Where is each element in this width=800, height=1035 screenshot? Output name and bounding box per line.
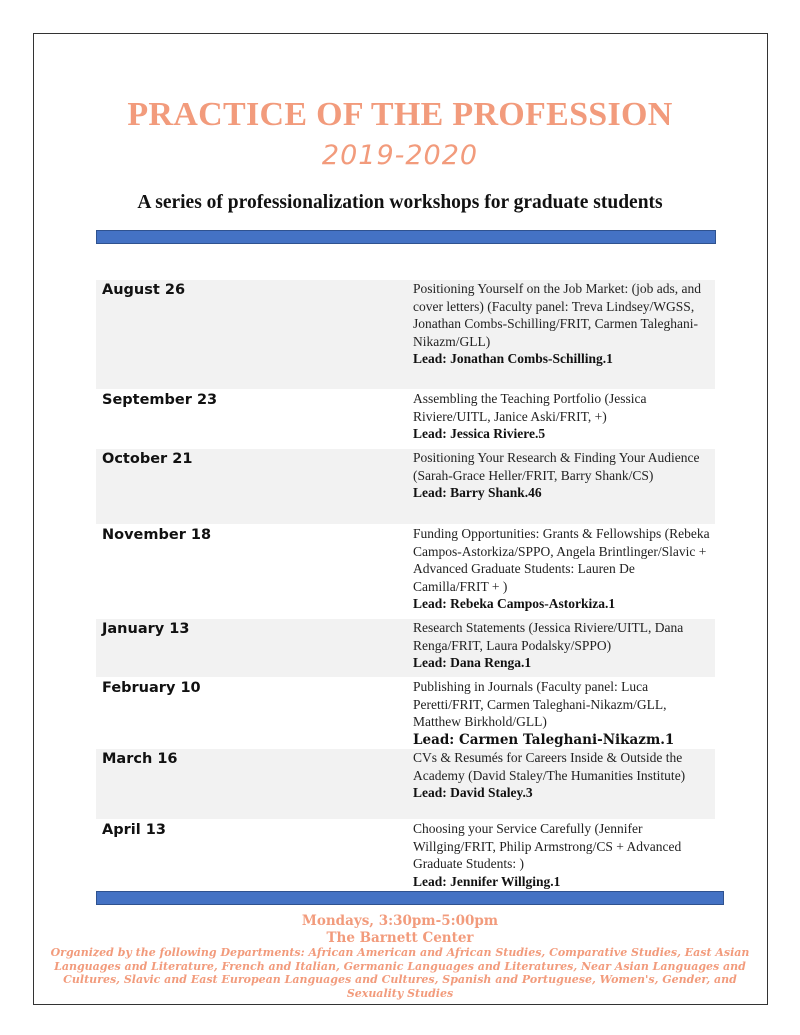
page-title: PRACTICE OF THE PROFESSION — [127, 96, 673, 133]
workshop-date: February 10 — [102, 680, 201, 696]
workshop-details — [413, 525, 711, 613]
workshop-details — [413, 678, 711, 749]
workshop-lead: Lead: Dana Renga.1 — [413, 655, 532, 671]
meeting-location: The Barnett Center — [326, 930, 474, 946]
workshop-lead: Lead: Jessica Riviere.5 — [413, 426, 546, 442]
workshop-date: November 18 — [102, 527, 212, 543]
top-divider-bar — [96, 230, 716, 244]
schedule-row — [96, 280, 715, 389]
workshop-description: Research Statements (Jessica Riviere/UITL, Dana Renga/FRIT, Laura Podalsky/SPPO) — [413, 620, 684, 653]
meeting-time: Mondays, 3:30pm-5:00pm — [301, 913, 499, 929]
workshop-description: Assembling the Teaching Portfolio (Jessica Riviere/UITL, Janice Aski/FRIT, +) — [413, 391, 647, 424]
workshop-lead: Lead: Rebeka Campos-Astorkiza.1 — [413, 596, 616, 612]
workshop-lead: Lead: David Staley.3 — [413, 785, 533, 801]
schedule-row — [96, 390, 715, 448]
workshop-date: September 23 — [102, 392, 218, 408]
workshop-description: CVs & Resumés for Careers Inside & Outside the Academy (David Staley/The Humanities Institute) — [413, 750, 686, 783]
schedule-row — [96, 449, 715, 524]
workshop-date: August 26 — [102, 282, 186, 298]
workshop-description: Funding Opportunities: Grants & Fellowships (Rebeka Campos-Astorkiza/SPPO, Angela Brintlinger/Slavic + Advanced Graduate Students: Lauren De Camilla/FRIT + ) — [413, 526, 710, 594]
schedule-row — [96, 820, 715, 890]
workshop-description: Positioning Your Research & Finding Your Audience (Sarah-Grace Heller/FRIT, Barry Shank/CS) — [413, 450, 700, 483]
organizing-departments: Organized by the following Departments: African American and African Studies, Comparative Studies, East Asian Languages and Literature, French and Italian, Germanic Languages and Literatures, Near Asian Languages and Cultures, Slavic and East European Languages and Cultures, Spanish and Portuguese, Women's, Gender, and Sexuality Studies — [50, 946, 750, 1000]
workshop-details — [413, 449, 711, 502]
workshop-description: Publishing in Journals (Faculty panel: Luca Peretti/FRIT, Carmen Taleghani-Nikazm/GLL, Matthew Birkhold/GLL) — [413, 679, 667, 730]
workshop-details — [413, 280, 711, 368]
workshop-date: April 13 — [102, 822, 166, 838]
workshop-lead: Lead: Jonathan Combs-Schilling.1 — [413, 351, 613, 367]
workshop-details — [413, 749, 711, 802]
workshop-date: January 13 — [102, 621, 190, 637]
workshop-details — [413, 820, 711, 890]
workshop-date: March 16 — [102, 751, 178, 767]
workshop-description: Positioning Yourself on the Job Market: (job ads, and cover letters) (Faculty panel: Treva Lindsey/WGSS, Jonathan Combs-Schilling/FRIT, Carmen Taleghani-Nikazm/GLL) — [413, 281, 701, 349]
academic-year: 2019-2020 — [321, 140, 479, 171]
schedule-row — [96, 525, 715, 618]
workshop-date: October 21 — [102, 451, 193, 467]
schedule-row — [96, 678, 715, 748]
page-subtitle: A series of professionalization workshops for graduate students — [137, 192, 663, 213]
schedule-row — [96, 749, 715, 819]
bottom-divider-bar — [96, 891, 724, 905]
workshop-lead: Lead: Carmen Taleghani-Nikazm.1 — [413, 731, 675, 748]
workshop-lead: Lead: Barry Shank.46 — [413, 485, 542, 501]
schedule-row — [96, 619, 715, 677]
workshop-details — [413, 619, 711, 672]
workshop-description: Choosing your Service Carefully (Jennifer Willging/FRIT, Philip Armstrong/CS + Advanced Graduate Students: ) — [413, 821, 682, 872]
workshop-lead: Lead: Jennifer Willging.1 — [413, 873, 561, 889]
workshop-details — [413, 390, 711, 443]
